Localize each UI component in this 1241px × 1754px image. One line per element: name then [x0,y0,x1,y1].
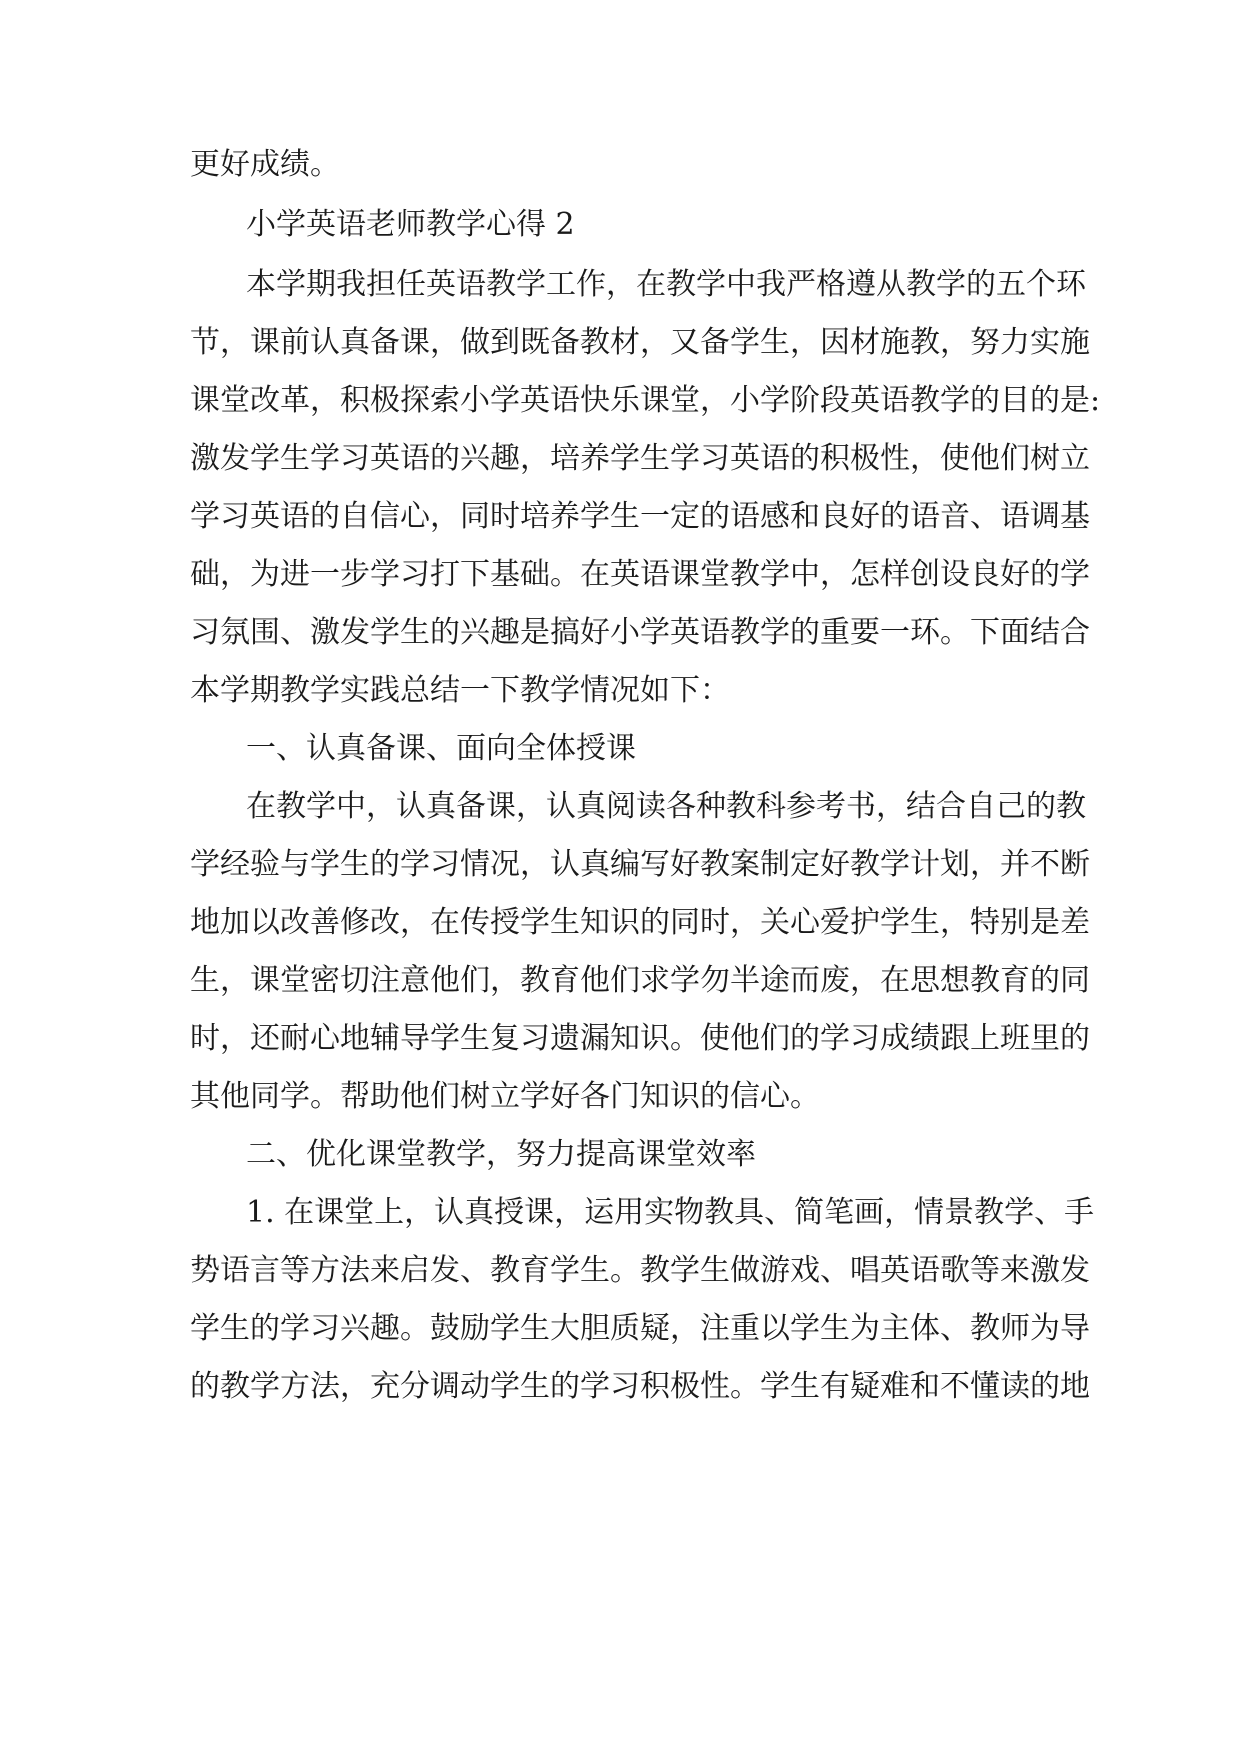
text-line: 学生的学习兴趣。鼓励学生大胆质疑，注重以学生为主体、教师为导 [190,1311,1090,1346]
text-line: 的教学方法，充分调动学生的学习积极性。学生有疑难和不懂读的地 [190,1369,1090,1404]
text-line: 激发学生学习英语的兴趣，培养学生学习英语的积极性，使他们树立 [190,441,1090,476]
subheading: 一、认真备课、面向全体授课 [246,731,636,766]
section-title: 小学英语老师教学心得 2 [246,207,575,242]
text-line: 1. 在课堂上，认真授课，运用实物教具、简笔画，情景教学、手 [246,1195,1095,1230]
text-line: 生，课堂密切注意他们，教育他们求学勿半途而废，在思想教育的同 [190,963,1090,998]
text-line: 节，课前认真备课，做到既备教材，又备学生，因材施教，努力实施 [190,325,1090,360]
text-line: 习氛围、激发学生的兴趣是搞好小学英语教学的重要一环。下面结合 [190,615,1090,650]
text-line: 在教学中，认真备课，认真阅读各种教科参考书，结合自己的教 [246,789,1086,824]
subheading: 二、优化课堂教学，努力提高课堂效率 [246,1137,756,1172]
text-line: 地加以改善修改，在传授学生知识的同时，关心爱护学生，特别是差 [190,905,1090,940]
text-line: 本学期我担任英语教学工作，在教学中我严格遵从教学的五个环 [246,267,1086,302]
text-line: 时，还耐心地辅导学生复习遗漏知识。使他们的学习成绩跟上班里的 [190,1021,1090,1056]
text-line: 本学期教学实践总结一下教学情况如下： [190,673,730,708]
text-line: 学经验与学生的学习情况，认真编写好教案制定好教学计划，并不断 [190,847,1090,882]
text-line: 础，为进一步学习打下基础。在英语课堂教学中，怎样创设良好的学 [190,557,1090,592]
text-line: 势语言等方法来启发、教育学生。教学生做游戏、唱英语歌等来激发 [190,1253,1090,1288]
text-line: 课堂改革，积极探索小学英语快乐课堂，小学阶段英语教学的目的是: [190,383,1101,418]
text-line: 学习英语的自信心，同时培养学生一定的语感和良好的语音、语调基 [190,499,1090,534]
text-line: 其他同学。帮助他们树立学好各门知识的信心。 [190,1079,820,1114]
text-line: 更好成绩。 [190,147,340,182]
